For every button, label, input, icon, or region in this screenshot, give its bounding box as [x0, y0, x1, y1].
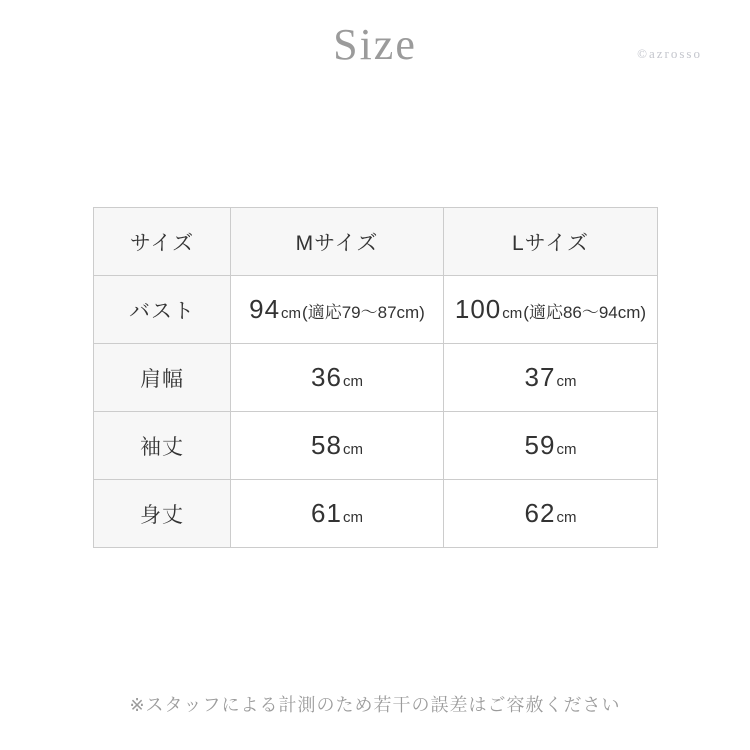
unit-text: cm [502, 305, 523, 322]
row-label-bust: バスト [94, 276, 231, 344]
range-note: (適応79〜87cm) [302, 303, 425, 322]
cell-shoulder-l [444, 344, 658, 412]
value-text: 100 [454, 294, 502, 324]
cell-sleeve-m [231, 412, 444, 480]
table-row-sleeve [94, 412, 658, 480]
cell-bust-m [231, 276, 444, 344]
unit-text: cm [342, 373, 363, 390]
unit-text: cm [281, 305, 302, 322]
brand-watermark: ©azrosso [637, 46, 702, 61]
unit-text: cm [556, 373, 577, 390]
table-row-bust [94, 276, 658, 344]
unit-text: cm [342, 441, 363, 458]
value-text: 58 [311, 430, 342, 460]
row-label-length: 身丈 [94, 480, 231, 548]
value-text: 94 [249, 294, 281, 324]
value-text: 37 [524, 362, 556, 392]
value-text: 36 [311, 362, 342, 392]
header-m-size: Mサイズ [231, 208, 444, 276]
header-size: サイズ [94, 208, 231, 276]
measurement-disclaimer: ※スタッフによる計測のため若干の誤差はご容赦ください [129, 695, 621, 715]
row-label-shoulder: 肩幅 [94, 344, 231, 412]
value-text: 62 [524, 498, 556, 528]
value-text: 59 [524, 430, 556, 460]
cell-shoulder-m [231, 344, 444, 412]
value-text: 61 [311, 498, 342, 528]
cell-bust-l [444, 276, 658, 344]
table-row-shoulder [94, 344, 658, 412]
header-l-size: Lサイズ [444, 208, 658, 276]
table-header-row [94, 208, 658, 276]
unit-text: cm [342, 509, 363, 526]
range-note: (適応86〜94cm) [523, 303, 647, 322]
size-chart-table [93, 207, 658, 548]
unit-text: cm [556, 509, 577, 526]
table-row-length [94, 480, 658, 548]
cell-length-l [444, 480, 658, 548]
cell-length-m [231, 480, 444, 548]
cell-sleeve-l [444, 412, 658, 480]
row-label-sleeve: 袖丈 [94, 412, 231, 480]
unit-text: cm [556, 441, 577, 458]
page-title: Size [333, 20, 417, 69]
